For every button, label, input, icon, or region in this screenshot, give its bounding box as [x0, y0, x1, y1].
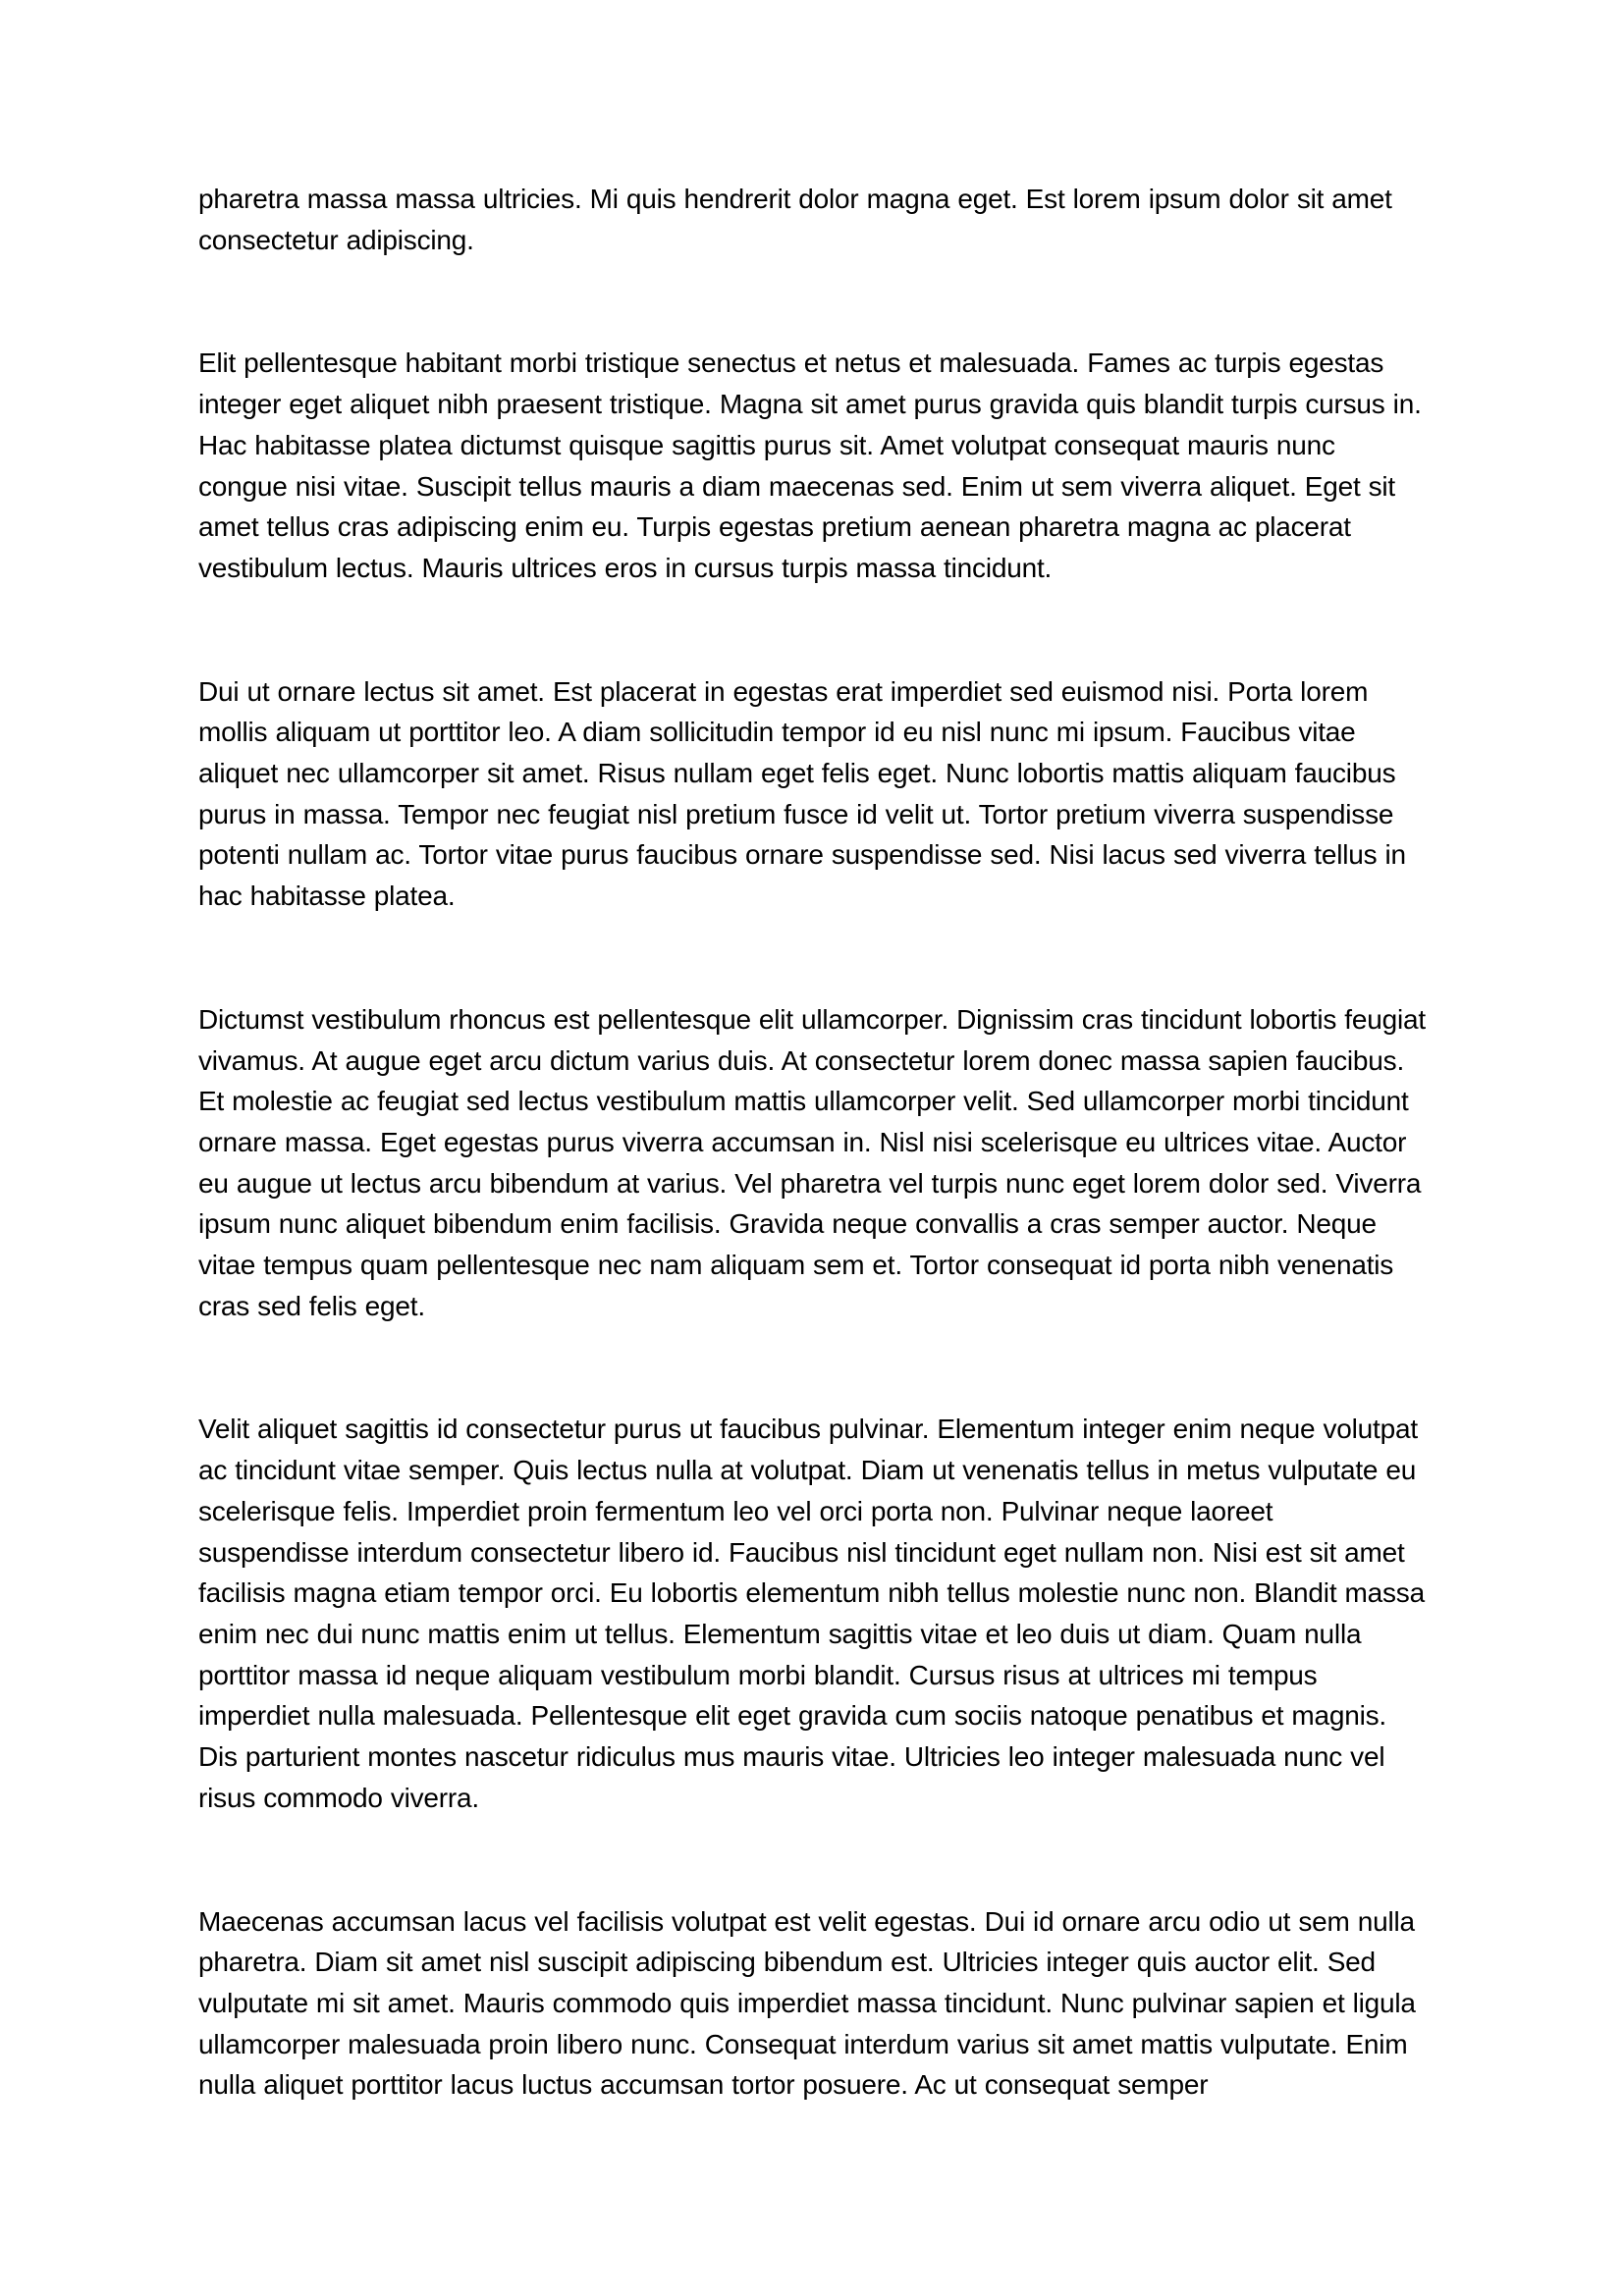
paragraph: pharetra massa massa ultricies. Mi quis hendrerit dolor magna eget. Est lorem ipsum dolor sit amet consectetur adipiscing. — [198, 184, 1392, 255]
paragraph: Maecenas accumsan lacus vel facilisis volutpat est velit egestas. Dui id ornare arcu odio ut sem nulla pharetra. Diam sit amet nisl suscipit adipiscing bibendum est. Ultricies integer quis auctor elit. Sed vulputate mi sit amet. Mauris commodo quis imperdiet massa tincidunt. Nunc pulvinar sapien et ligula ullamcorper malesuada proin libero nunc. Consequat interdum varius sit amet mattis vulputate. Enim nulla aliquet porttitor lacus luctus accumsan tortor posuere. Ac ut consequat semper — [198, 1905, 1416, 2101]
paragraph: Dui ut ornare lectus sit amet. Est placerat in egestas erat imperdiet sed euismod nisi. Porta lorem mollis aliquam ut porttitor leo. A diam sollicitudin tempor id eu nisl nunc mi ipsum. Faucibus vitae aliquet nec ullamcorper sit amet. Risus nullam eget felis eget. Nunc lobortis mattis aliquam faucibus purus in massa. Tempor nec feugiat nisl pretium fusce id velit ut. Tortor pretium viverra suspendisse potenti nullam ac. Tortor vitae purus faucibus ornare suspendisse sed. Nisi lacus sed viverra tellus in hac habitasse platea. — [198, 675, 1406, 912]
paragraph: Dictumst vestibulum rhoncus est pellentesque elit ullamcorper. Dignissim cras tincidunt lobortis feugiat vivamus. At augue eget arcu dictum varius duis. At consectetur lorem donec massa sapien faucibus. Et molestie ac feugiat sed lectus vestibulum mattis ullamcorper velit. Sed ullamcorper morbi tincidunt ornare massa. Eget egestas purus viverra accumsan in. Nisl nisi scelerisque eu ultrices vitae. Auctor eu augue ut lectus arcu bibendum at varius. Vel pharetra vel turpis nunc eget lorem dolor sed. Viverra ipsum nunc aliquet bibendum enim facilisis. Gravida neque convallis a cras semper auctor. Neque vitae tempus quam pellentesque nec nam aliquam sem et. Tortor consequat id porta nibh venenatis cras sed felis eget. — [198, 1003, 1426, 1321]
paragraph: Velit aliquet sagittis id consectetur purus ut faucibus pulvinar. Elementum integer enim neque volutpat ac tincidunt vitae semper. Quis lectus nulla at volutpat. Diam ut venenatis tellus in metus vulputate eu scelerisque felis. Imperdiet proin fermentum leo vel orci porta non. Pulvinar neque laoreet suspendisse interdum consectetur libero id. Faucibus nisl tincidunt eget nullam non. Nisi est sit amet facilisis magna etiam tempor orci. Eu lobortis elementum nibh tellus molestie nunc non. Blandit massa enim nec dui nunc mattis enim ut tellus. Elementum sagittis vitae et leo duis ut diam. Quam nulla porttitor massa id neque aliquam vestibulum morbi blandit. Cursus risus at ultrices mi tempus imperdiet nulla malesuada. Pellentesque elit eget gravida cum sociis natoque penatibus et magnis. Dis parturient montes nascetur ridiculus mus mauris vitae. Ultricies leo integer malesuada nunc vel risus commodo viverra. — [198, 1414, 1425, 1813]
paragraph: Elit pellentesque habitant morbi tristique senectus et netus et malesuada. Fames ac turpis egestas integer eget aliquet nibh praesent tristique. Magna sit amet purus gravida quis blandit turpis cursus in. Hac habitasse platea dictumst quisque sagittis purus sit. Amet volutpat consequat mauris nunc congue nisi vitae. Suscipit tellus mauris a diam maecenas sed. Enim ut sem viverra aliquet. Eget sit amet tellus cras adipiscing enim eu. Turpis egestas pretium aenean pharetra magna ac placerat vestibulum lectus. Mauris ultrices eros in cursus turpis massa tincidunt. — [198, 347, 1422, 583]
